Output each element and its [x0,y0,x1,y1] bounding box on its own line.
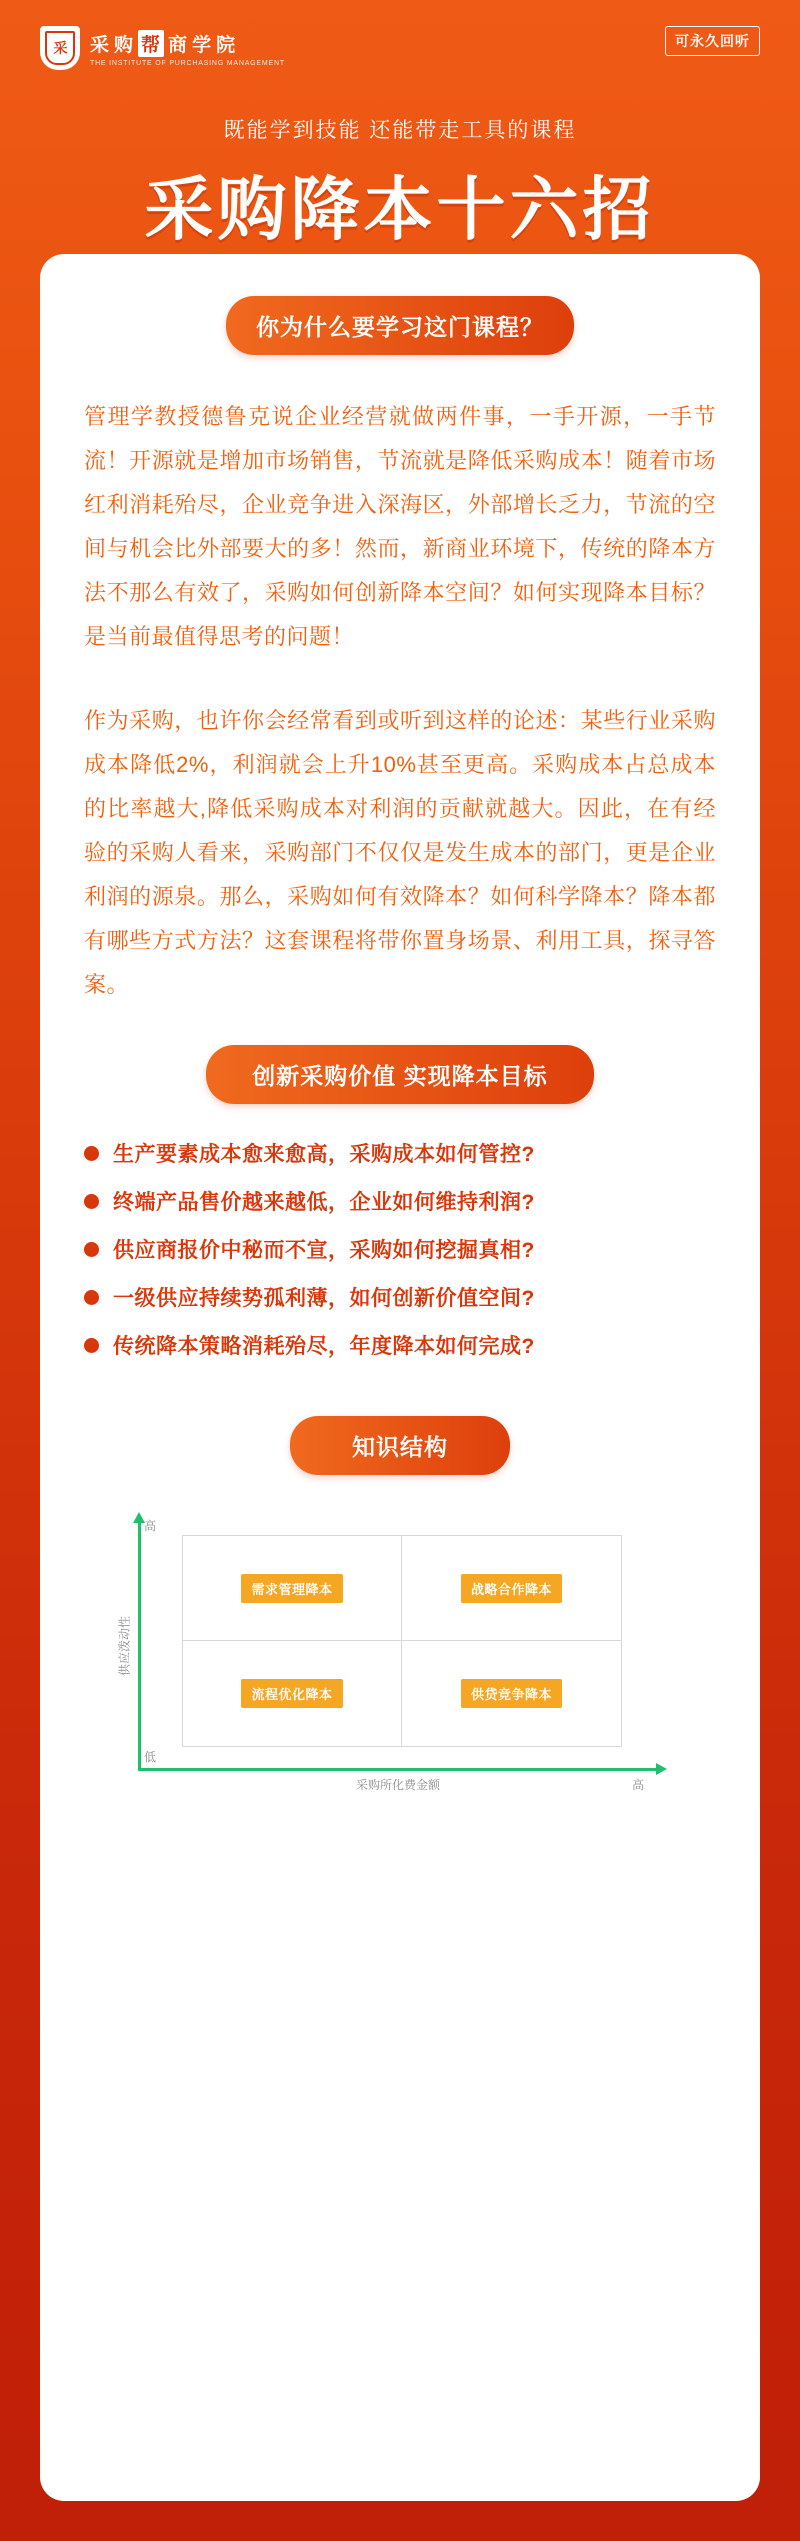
logo-cn-1: 购 [114,34,135,56]
value-section-title: 创新采购价值 实现降本目标 [206,1045,593,1104]
quadrant-label: 需求管理降本 [241,1574,342,1603]
bullet-dot-icon [84,1242,99,1257]
quadrant-bottom-left [183,1641,402,1746]
chart-area [117,1519,658,1792]
spacer [84,1378,716,1416]
bullet-label: 供应商报价中秘而不宣，采购如何挖掘真相? [113,1239,535,1262]
logo-shield-icon [40,26,80,70]
quadrant-label: 流程优化降本 [241,1679,342,1708]
paragraph-two: 作为采购，也许你会经常看到或听到这样的论述：某些行业采购成本降低2%，利润就会上升10%甚至更高。采购成本占总成本的比率越大,降低采购成本对利润的贡献就越大。因此，在有经验的采购人看来，采购部门不仅仅是发生成本的部门，更是企业利润的源泉。那么，采购如何有效降本？如何科学降本？降本都有哪些方式方法？这套课程将带你置身场景、利用工具，探寻答案。 [84,708,716,997]
list-item [84,1138,716,1168]
paragraph-one: 管理学教授德鲁克说企业经营就做两件事，一手开源，一手节流！开源就是增加市场销售，节流就是降低采购成本！随着市场红利消耗殆尽，企业竞争进入深海区，外部增长乏力，节流的空间与机会比外部要大的多！然而，新商业环境下，传统的降本方法不那么有效了，采购如何创新降本空间？如何实现降本目标？是当前最值得思考的问题！ [84,404,716,649]
chart-quadrant-grid [182,1535,622,1747]
logo-cn-4: 学 [192,34,213,56]
hero-subtitle: 既能学到技能 还能带走工具的课程 [223,119,577,142]
bullet-dot-icon [84,1146,99,1161]
y-axis [138,1521,141,1771]
bullet-label: 传统降本策略消耗殆尽，年度降本如何完成? [113,1335,535,1358]
quadrant-label: 供贷竞争降本 [461,1679,562,1708]
quadrant-top-left [183,1536,402,1641]
logo-cn-3: 商 [168,34,189,56]
bullet-list [84,1138,716,1360]
bullet-label: 终端产品售价越来越低，企业如何维持利润? [113,1191,535,1214]
bullet-dot-icon [84,1338,99,1353]
quadrant-bottom-right [402,1641,621,1746]
x-axis-tick-high: 高 [631,1778,644,1792]
logo-cn-2: 帮 [138,30,164,57]
y-axis-tick-low: 低 [144,1750,157,1764]
knowledge-structure-chart [84,1511,716,1811]
list-item [84,1234,716,1264]
y-axis-label: 供应泼动性 [117,1615,132,1677]
logo-text-block [90,30,285,67]
list-item [84,1282,716,1312]
x-axis [138,1768,658,1771]
logo-cn-0: 采 [90,34,111,56]
hero-title: 采购降本十六招 [144,171,656,248]
brand-logo [40,26,285,70]
header [0,0,800,70]
bullet-label: 一级供应持续势孤利薄，如何创新价值空间? [113,1287,535,1310]
bullet-dot-icon [84,1194,99,1209]
spacer [84,1007,716,1045]
logo-initial: 采 [53,40,67,56]
list-item [84,1330,716,1360]
logo-cn-row [90,30,285,57]
content-card [40,254,760,2501]
logo-english-subtitle: THE INSTITUTE OF PURCHASING MANAGEMENT [90,59,285,67]
quadrant-top-right [402,1536,621,1641]
logo-cn-5: 院 [216,34,237,56]
structure-section-title: 知识结构 [290,1416,510,1475]
replay-badge: 可永久回听 [665,26,760,56]
list-item [84,1186,716,1216]
bullet-label: 生产要素成本愈来愈高，采购成本如何管控? [113,1143,535,1166]
y-axis-tick-high: 高 [144,1519,157,1533]
why-section-title: 你为什么要学习这门课程？ [226,296,574,355]
bullet-dot-icon [84,1290,99,1305]
x-axis-label: 采购所化费金额 [355,1778,441,1792]
quadrant-label: 战略合作降本 [461,1574,562,1603]
